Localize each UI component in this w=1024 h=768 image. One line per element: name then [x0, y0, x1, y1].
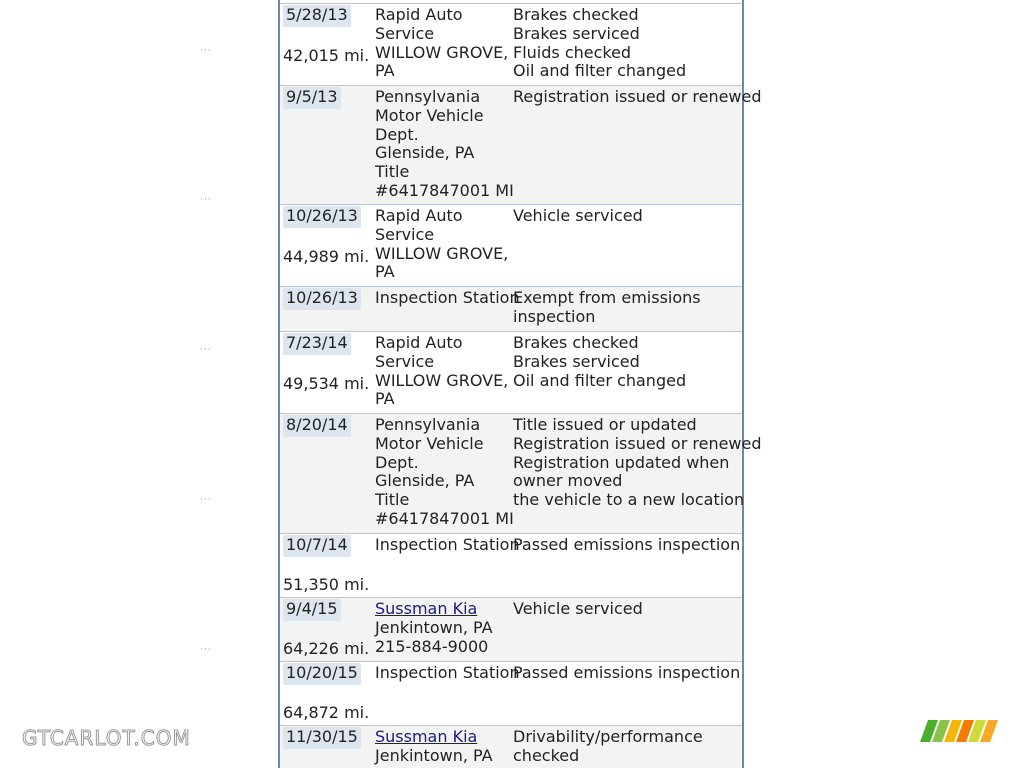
record-source: Sussman Kia Jenkintown, PA 215-884-9000 — [375, 599, 493, 656]
record-date: 5/28/13 — [283, 5, 351, 27]
record-comments: Passed emissions inspection — [513, 663, 741, 682]
record-date: 10/7/14 — [283, 535, 351, 557]
margin-dots: ··· — [200, 645, 212, 655]
record-source: Sussman Kia Jenkintown, PA — [375, 727, 493, 765]
record-source: Rapid Auto Service WILLOW GROVE, PA — [375, 206, 509, 282]
record-source: Pennsylvania Motor Vehicle Dept. Glenside, PA Title #6417847001 MI — [375, 87, 514, 200]
history-row — [280, 533, 742, 597]
record-date: 9/5/13 — [283, 87, 341, 109]
history-row — [280, 597, 742, 661]
record-date: 10/26/13 — [283, 288, 361, 310]
vehicle-history-table — [278, 0, 762, 768]
record-mileage: 44,989 mi. — [283, 247, 370, 266]
record-date: 9/4/15 — [283, 599, 341, 621]
record-comments: Brakes checked Brakes serviced Fluids checked Oil and filter changed — [513, 5, 687, 81]
record-source: Rapid Auto Service WILLOW GROVE, PA — [375, 333, 509, 409]
history-row — [280, 286, 742, 331]
record-mileage: 64,226 mi. — [283, 639, 370, 658]
record-source: Inspection Station — [375, 288, 520, 307]
history-row — [280, 3, 742, 85]
record-mileage: 42,015 mi. — [283, 46, 370, 65]
watermark-logo: GTCARLOT.COM — [22, 726, 191, 750]
record-comments: Brakes checked Brakes serviced Oil and filter changed — [513, 333, 687, 390]
margin-dots: ··· — [200, 195, 212, 205]
record-comments: Vehicle serviced — [513, 599, 643, 618]
record-mileage: 51,350 mi. — [283, 575, 370, 594]
record-comments: Exempt from emissions inspection — [513, 288, 701, 326]
record-comments: Title issued or updated Registration issued or renewed Registration updated when owner moved the vehicle to a new location — [513, 415, 762, 510]
record-date: 10/20/15 — [283, 663, 361, 685]
record-source: Pennsylvania Motor Vehicle Dept. Glenside, PA Title #6417847001 MI — [375, 415, 514, 528]
record-date: 11/30/15 — [283, 727, 361, 749]
record-source: Inspection Station — [375, 535, 520, 554]
history-row — [280, 331, 742, 413]
record-comments: Passed emissions inspection — [513, 535, 741, 554]
dealer-link[interactable]: Sussman Kia — [375, 727, 478, 746]
record-source: Inspection Station — [375, 663, 520, 682]
record-source: Rapid Auto Service WILLOW GROVE, PA — [375, 5, 509, 81]
history-row — [280, 661, 742, 725]
record-comments: Drivability/performance checked — [513, 727, 703, 765]
history-row — [280, 725, 742, 768]
record-comments: Registration issued or renewed — [513, 87, 762, 106]
record-date: 7/23/14 — [283, 333, 351, 355]
record-date: 10/26/13 — [283, 206, 361, 228]
brand-stripes-icon — [920, 720, 1000, 742]
record-date: 8/20/14 — [283, 415, 351, 437]
record-mileage: 64,872 mi. — [283, 703, 370, 722]
dealer-link[interactable]: Sussman Kia — [375, 599, 478, 618]
margin-dots: ··· — [200, 345, 212, 355]
margin-dots: ··· — [200, 46, 212, 56]
margin-dots: ··· — [200, 495, 212, 505]
history-row — [280, 85, 762, 204]
record-mileage: 49,534 mi. — [283, 374, 370, 393]
history-row — [280, 204, 742, 286]
record-comments: Vehicle serviced — [513, 206, 643, 225]
history-row — [280, 413, 762, 533]
